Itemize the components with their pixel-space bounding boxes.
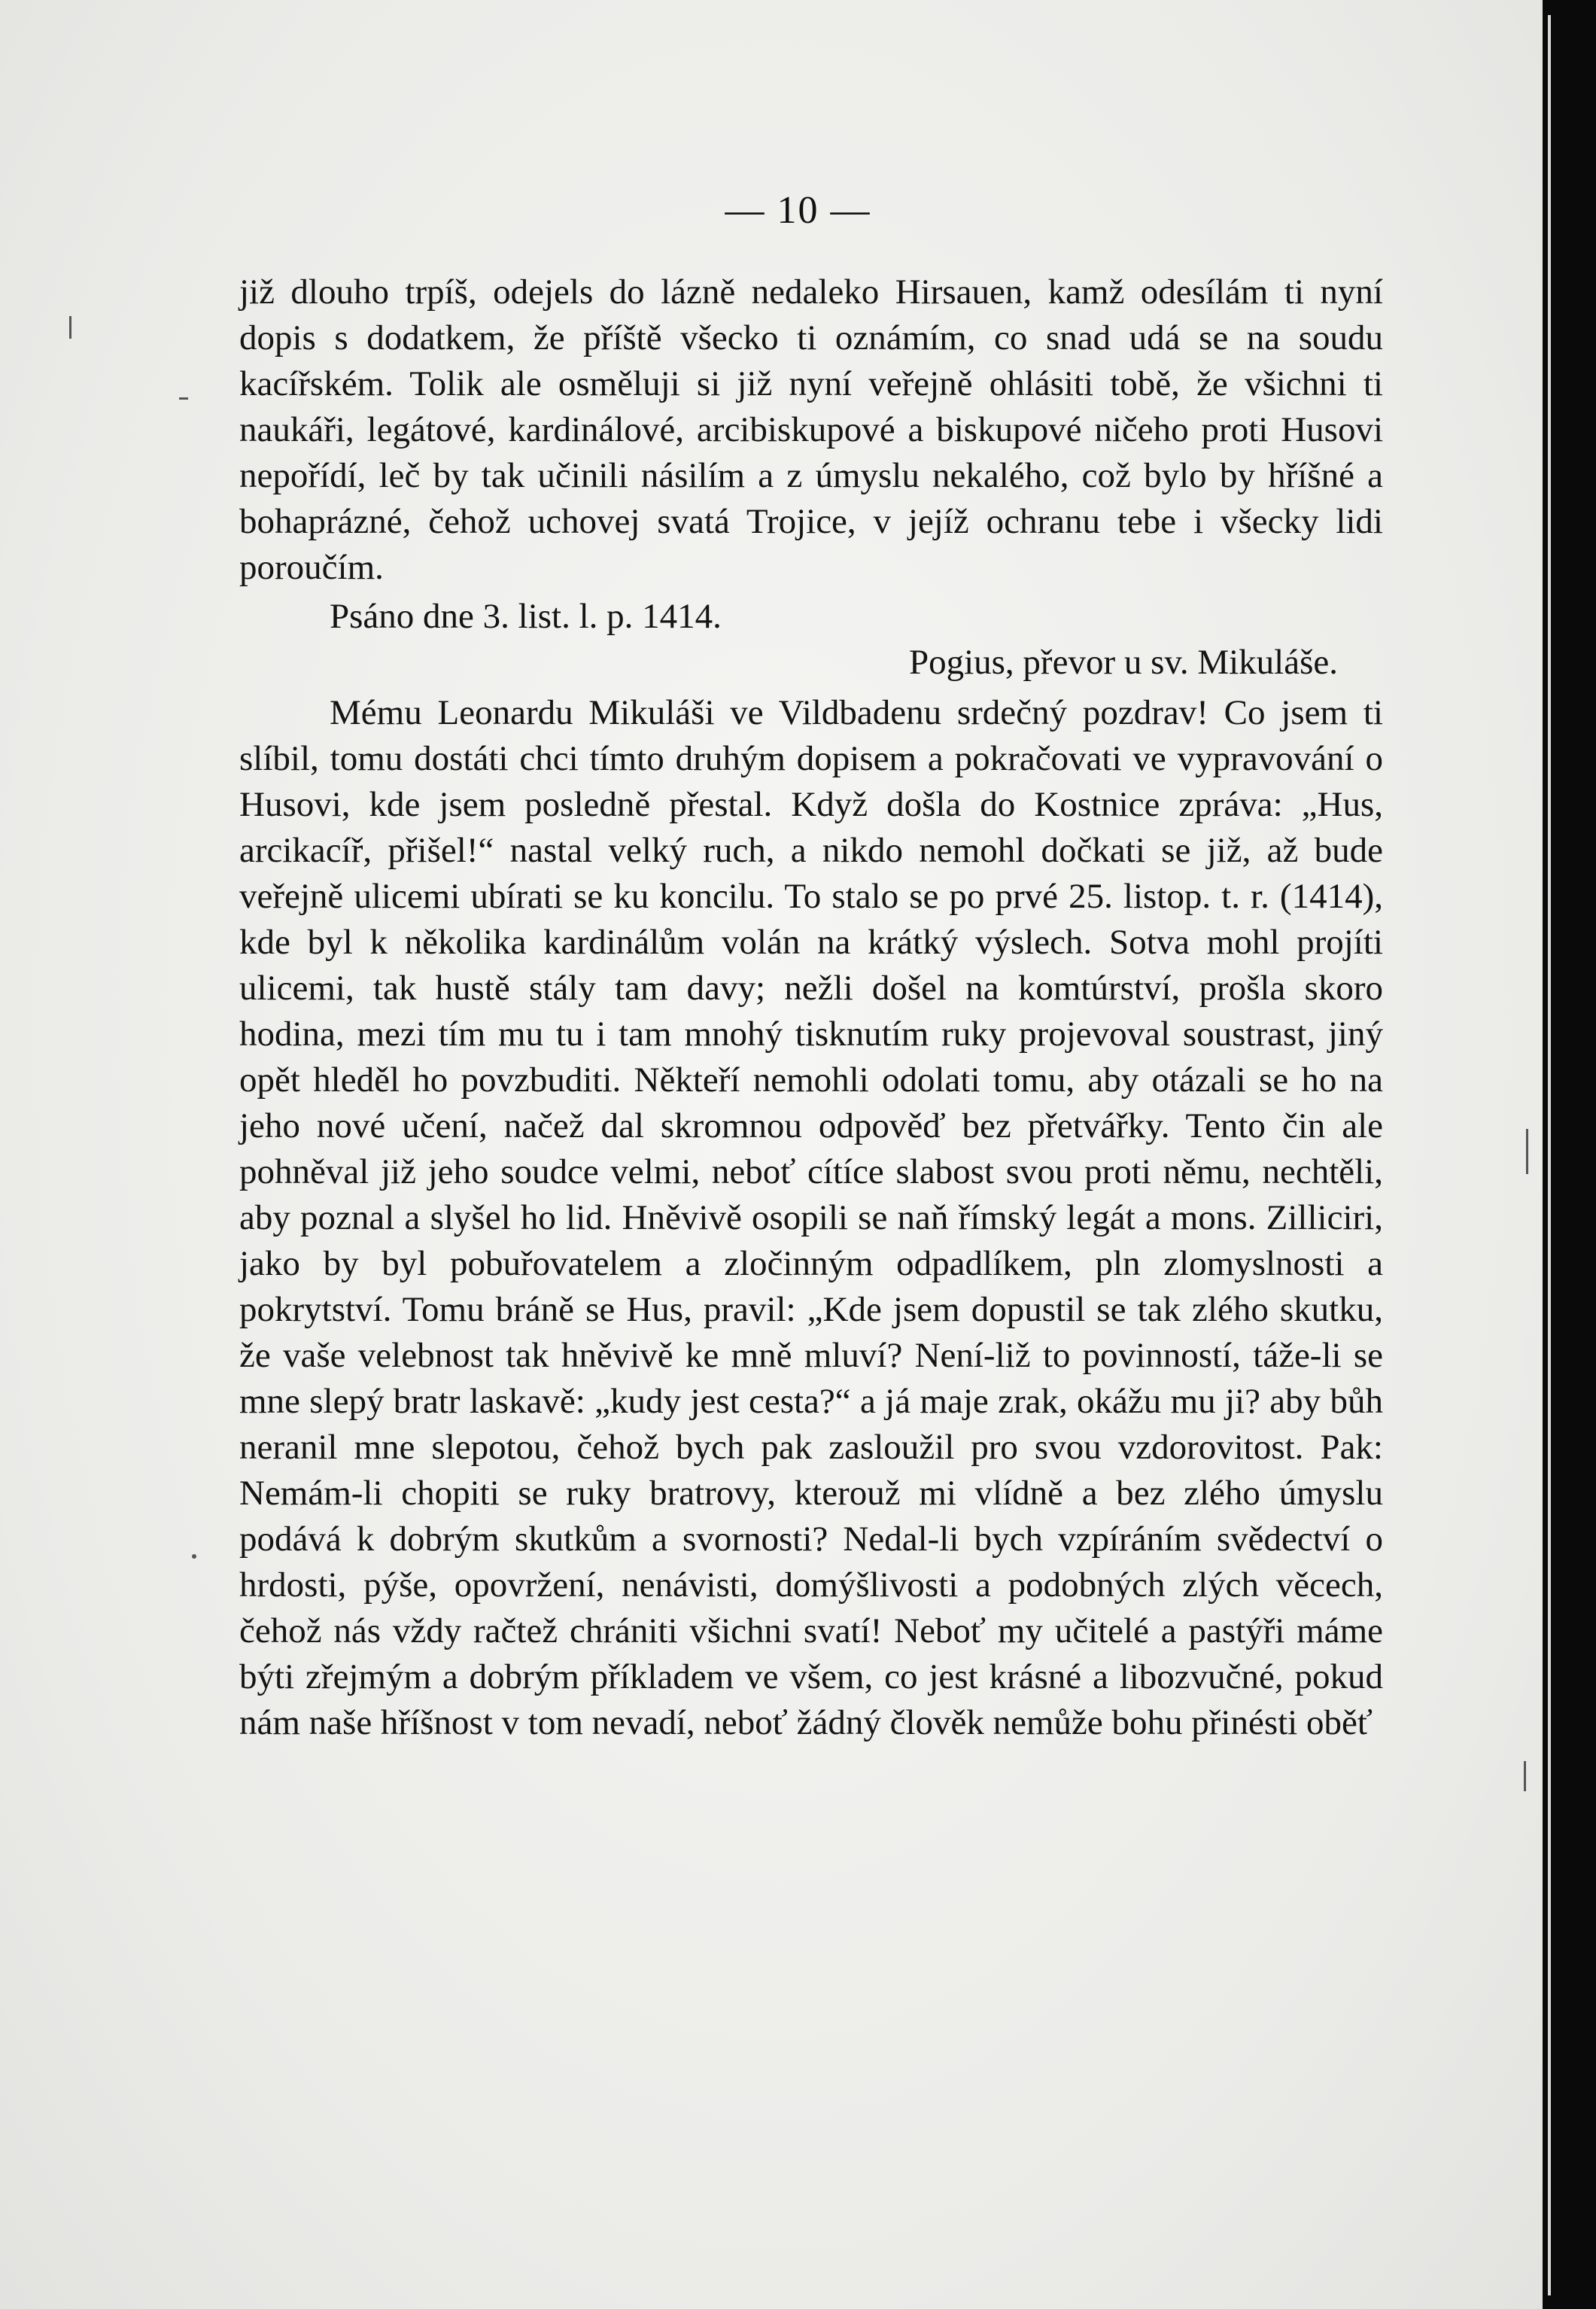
letter-signature: Pogius, převor u sv. Mikuláše. bbox=[908, 643, 1338, 682]
page-number: — 10 — bbox=[725, 189, 871, 232]
paragraph-second-letter: Mému Leonardu Mikuláši ve Vildbadenu srdečný pozdrav! Co jsem ti slíbil, tomu dostáti chci tímto druhým dopisem a pokračovati ve vypravování o Husovi, kde jsem posledně přestal. Když došla do Kostnice zpráva: „Hus, arcikacíř, přišel!“ nastal velký ruch, a nikdo nemohl dočkati se již, až bude veřejně ulicemi ubírati se ku koncilu. To stalo se po prvé 25. listop. t. r. (1414), kde byl k několika kardinálům volán na krátký výslech. Sotva mohl projíti ulicemi, tak hustě stály tam davy; nežli došel na komtúrství, prošla skoro hodina, mezi tím mu tu i tam mnohý tisknutím ruky projevoval soustrast, jiný opět hleděl ho povzbuditi. Někteří nemohli odolati tomu, aby otázali se ho na jeho nové učení, načež dal skromnou odpověď bez přetvářky. Tento čin ale pohněval již jeho soudce velmi, neboť cítíce slabost svou proti němu, nechtěli, aby poznal a slyšel ho lid. Hněvivě osopili se naň římský legát a mons. Zilliciri, jako by byl pobuřovatelem a zločinným odpadlíkem, pln zlomyslnosti a pokrytství. Tomu bráně se Hus, pravil: „Kde jsem dopustil se tak zlého skutku, že vaše velebnost tak hněvivě ke mně mluví? Není-liž to povinností, táže-li se mne slepý bratr laskavě: „kudy jest cesta?“ a já maje zrak, okážu mu ji? aby bůh neranil mne slepotou, čehož bych pak zasloužil pro svou vzdorovitost. Pak: Nemám-li chopiti se ruky bratrovy, kterouž mi vlídně a bez zlého úmyslu podává k dobrým skutkům a svornosti? Nedal-li bych vzpíráním svědectví o hrdosti, pýše, opovržení, nenávisti, domýšlivosti a podobných zlých věcech, čehož nás vždy račtež chrániti všichni svatí! Neboť my učitelé a pastýři máme býti zřejmým a dobrým příkladem ve všem, co jest krásné a libozvučné, pokud nám naše hříšnost v tom nevadí, neboť žádný člověk nemůže bohu přinésti oběť bbox=[239, 693, 1383, 1742]
scan-speck bbox=[1524, 1761, 1526, 1791]
page-body bbox=[239, 269, 1383, 1746]
scan-speck bbox=[1526, 1129, 1528, 1174]
scan-speck bbox=[192, 1554, 196, 1559]
scan-speck bbox=[69, 316, 71, 339]
page-edge-line bbox=[1548, 15, 1551, 2295]
paragraph-letter-ending: již dlouho trpíš, odejels do lázně nedaleko Hirsauen, kamž odesílám ti nyní dopis s dodatkem, že příště všecko ti oznámím, co snad udá se na soudu kacířském. Tolik ale osměluji si již nyní veřejně ohlásiti tobě, že všichni ti naukáři, legátové, kardinálové, arcibiskupové a biskupové ničeho proti Husovi nepořídí, leč by tak učinili násilím a z úmyslu nekalého, což bylo by hříšné a bohaprázné, čehož uchovej svatá Trojice, v jejíž ochranu tebe i všecky lidi poroučím. bbox=[239, 272, 1383, 587]
letter-date: Psáno dne 3. list. l. p. 1414. bbox=[330, 597, 722, 636]
scan-speck bbox=[179, 397, 188, 400]
